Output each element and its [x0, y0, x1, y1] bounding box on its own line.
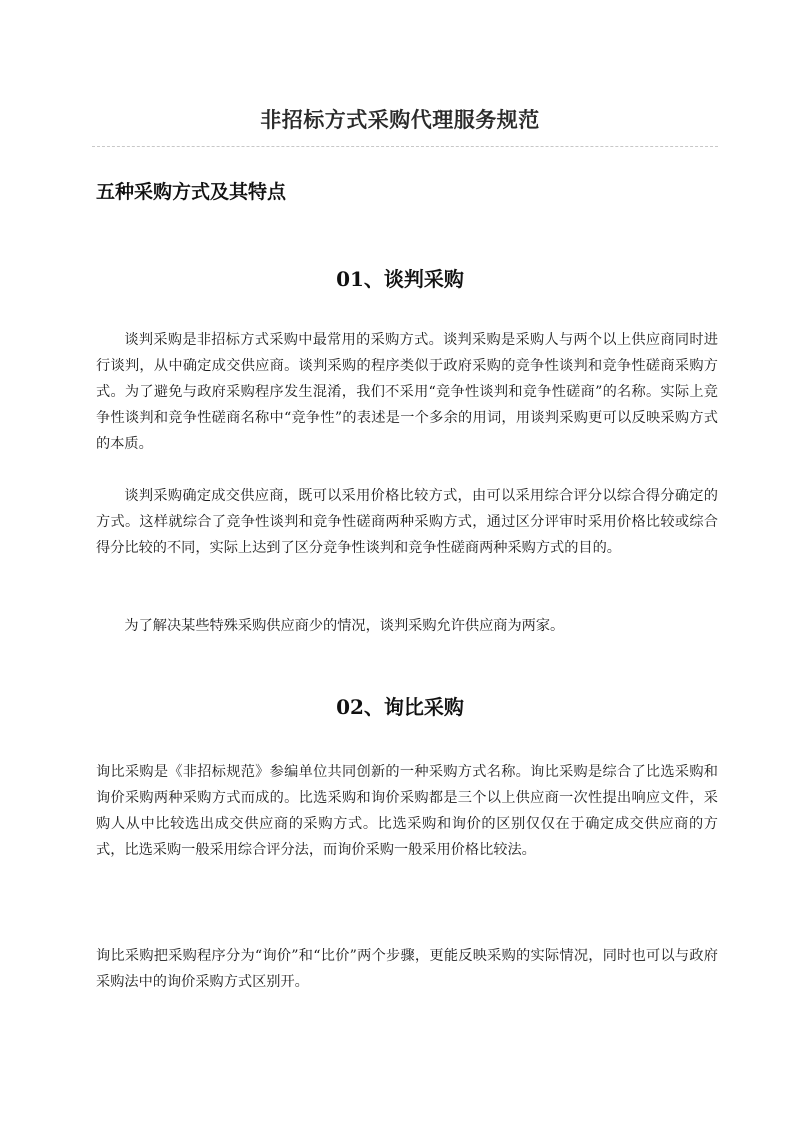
document-title: 非招标方式采购代理服务规范 [260, 108, 540, 132]
paragraph: 询比采购是《非招标规范》参编单位共同创新的一种采购方式名称。询比采购是综合了比选采购和询价采购两种采购方式而成的。比选采购和询价采购都是三个以上供应商一次性提出响应文件，采购人从中比较选出成交供应商的采购方式。比选采购和询价的区别仅仅在于确定成交供应商的方式，比选采购一般采用综合评分法，而询价采购一般采用价格比较法。 [96, 764, 718, 858]
paragraph: 为了解决某些特殊采购供应商少的情况，谈判采购允许供应商为两家。 [124, 618, 565, 634]
paragraph: 谈判采购是非招标方式采购中最常用的采购方式。谈判采购是采购人与两个以上供应商同时进行谈判，从中确定成交供应商。谈判采购的程序类似于政府采购的竞争性谈判和竞争性磋商采购方式。为了避免与政府采购程序发生混淆，我们不采用“竞争性谈判和竞争性磋商”的名称。实际上竞争性谈判和竞争性磋商名称中“竞争性”的表述是一个多余的用词，用谈判采购更可以反映采购方式的本质。 [96, 332, 718, 452]
subsection-heading-02: 02、询比采购 [336, 695, 464, 719]
section-heading: 五种采购方式及其特点 [96, 181, 287, 203]
paragraph: 询比采购把采购程序分为“询价”和“比价”两个步骤，更能反映采购的实际情况，同时也可以与政府采购法中的询价采购方式区别开。 [96, 948, 718, 990]
subsection-heading-01: 01、谈判采购 [336, 267, 464, 291]
paragraph: 谈判采购确定成交供应商，既可以采用价格比较方式，由可以采用综合评分以综合得分确定的方式。这样就综合了竞争性谈判和竞争性磋商两种采购方式，通过区分评审时采用价格比较或综合得分比较的不同，实际上达到了区分竞争性谈判和竞争性磋商两种采购方式的目的。 [96, 488, 718, 556]
title-divider [92, 146, 718, 147]
